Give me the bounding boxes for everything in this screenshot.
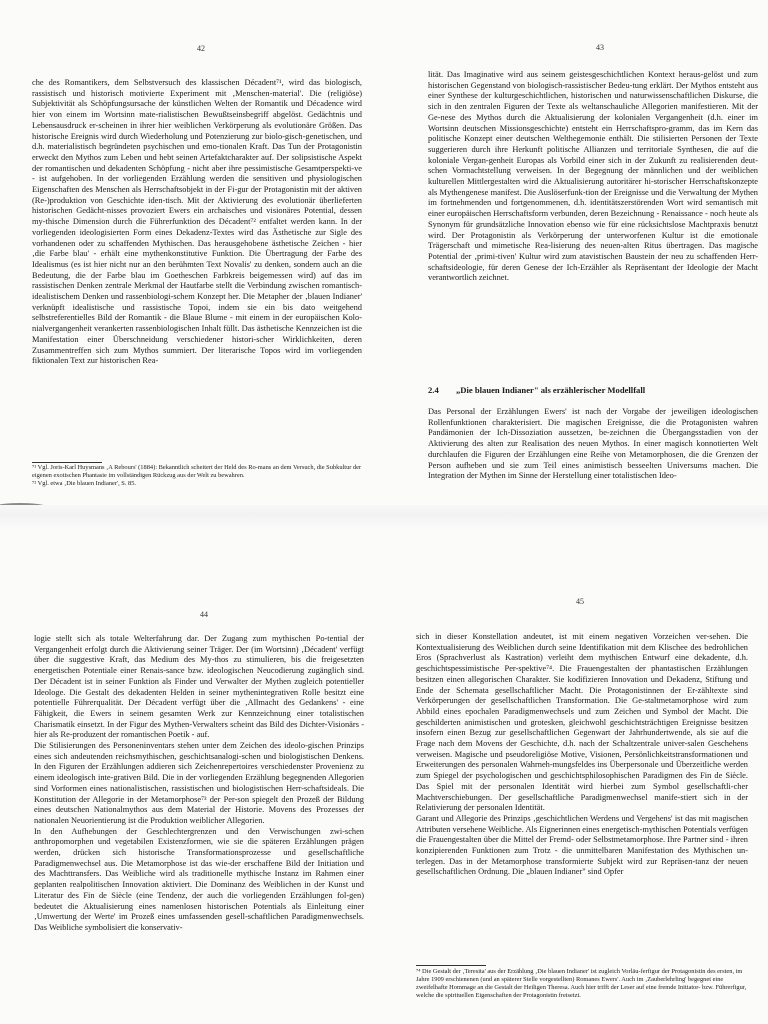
- paragraph: lität. Das Imaginative wird aus seinem geistesgeschichtlichen Kontext heraus-gelöst und zum historischen Gegenstand von biologisch-rassistischer Bedeu-tung erklärt. Der Mythos entsteht aus einer Synthese der kulturgeschichtlichen, historischen und naturwissenschaftlichen Diskurse, die sich in den zentralen Figuren der Texte als weltanschauliche Allegorien manifestieren. Mit der Ge-nese des Mythos durch die Aktualisierung der kolonialen Vergangenheit (d.h. einer im Wortsinn deutschen Missionsgeschichte) entsteht ein Herrschaftspro-gramm, das im Kern das politische Konzept einer deutschen Welthegemonie enthält. Die stilisierten Personen der Texte suggerieren durch ihre Herkunft politische Allianzen und territoriale Synthesen, die auf die koloniale Vergan-genheit Europas als Vorbild einer sich in der Zukunft zu realisierenden deut-schen Vormachtstellung verweisen. In der Begegnung der männlichen und der weiblichen kulturellen Mittlergestalten wird die Aktualisierung autoritärer hi-storischer Herrschaftskonzepte als Mythengenese manifest. Die Auslöserfunk-tion der Ereignisse und die Verwaltung der Mythen im fortnehmenden und fortgenommenen, d.h. identitätszerstörenden Wort wird semantisch mit einer europäischen Herrschaftsform verbunden, deren Bezeichnung - Renaissance - noch heute als Synonym für grundsätzliche Innovation ebenso wie für eine rücksichtslose Machtpraxis benutzt wird. Der Protagonistin als Verkörperung der unterworfenen Kultur ist die emotionale Trägerschaft und mimetische Rea-lisierung des neuen-alten Ritus übertragen. Das magische Potential der ‚primi-tiven' Kultur wird zum atavistischen Baustein der neu zu schaffenden Herr-schaftsideologie, für deren Genese der Ich-Erzähler als Repräsentant der Ideologie der Macht verantwortlich zeichnet.: [428, 70, 758, 283]
- book-page-45: [384, 530, 768, 1024]
- page-44-body: [34, 634, 364, 934]
- footnote-71: ⁷¹ Vgl. Joris-Karl Huysmans ‚A Rebours' (1884): Bekanntlich scheitert der Held des Ro-mans an dem Versuch, die Subkultur der eigenen exotischen Phantasie im vollständigen Rückzug aus der Welt zu bewahren.: [32, 464, 362, 479]
- footnote-72: ⁷² Vgl. etwa ‚Die blauen Indianer', S. 85.: [32, 479, 137, 487]
- paragraph: che des Romantikers, dem Selbstversuch des klassischen Décadent⁷¹, wird das biologisch, rassistisch und historisch motivierte Experiment mit ‚Menschen-material'. Die (religiöse) Subjektivität als Schöpfungsursache der künstlichen Welten der Romantik und Décadence wird hier von einem im Wortsinn mate-rialistischen Bewußtseinsbegriff abgelöst. Gedächtnis und Lebensausdruck er-scheinen in ihrer hier weiblichen Verkörperung als evolutionäre Größen. Das historische Ereignis wird durch Wiederholung und Potenzierung zur biolo-gisch-genetischen, und d.h. materialistisch begründeten psychischen und emo-tionalen Kraft. Das Tun der Protagonistin erweckt den Mythos zum Leben und hebt seinen Artefaktcharakter auf. Der solipsistische Aspekt der romantischen und dekadenten Schöpfung - nicht aber ihre pessimistische Gesamtperspekti-ve - ist aufgehoben. In der vorliegenden Erzählung werden die sensitiven und physiologischen Eigenschaften des Menschen als Herrschaftsobjekt in der Fi-gur der Protagonistin mit der aktiven (Re-)produktion von Geschichte iden-tisch. Mit der Aktivierung des evolutionär überlieferten historischen Gedächt-nisses provoziert Ewers ein archaisches und visionäres Potential, dessen my-thische Dimension durch die Führerfunktion des Décadent⁷² entfaltet werden kann. In der vorliegenden ideologisierten Form eines Dekadenz-Textes wird das Ästhetische zur Sigle des vorhandenen oder zu schaffenden Mythischen. Das herausgehobene ästhetische Zeichen - hier ‚die Farbe blau' - erhält eine mythenkonstitutive Funktion. Die Übertragung der Farbe des Idealismus (es ist hier nicht nur an den berühmten Text Novalis' zu denken, sondern auch an die Bedeutung, die der Farbe blau im Goetheschen Farbkreis beigemessen wird) auf das im rassistischen Denken zentrale Merkmal der Hautfarbe stellt die Verbindung zwischen romantisch-idealistischem Denken und rassenbiologi-schem Konzept her. Die Metapher der ‚blauen Indianer' verknüpft idealistische und rassistische Topoi, indem sie ein bis dato weitgehend selbstreferentielles Bild der Romantik - die Blaue Blume - mit einem in der europäischen Kolo-nialvergangenheit verankerten rassenbiologischen Inhalt füllt. Das ästhetische Kennzeichen ist die Manifestation einer Überschneidung verschiedener histori-scher Wirklichkeiten, deren Zusammentreffen sich zum Mythos summiert. Der literarische Topos wird im vorliegenden fiktionalen Text zur historischen Rea-: [32, 78, 362, 366]
- paragraph: sich in dieser Konstellation andeutet, ist mit einem negativen Vorzeichen ver-sehen. Die Kontextualisierung des Weiblichen durch seine Identifikation mit dem Klischee des bedrohlichen Eros (Sprachverlust als Kastration) verleiht dem mythischen Entwurf eine dekadente, d.h. geschichtspessimistische Per-spektive⁷⁴. Die Frauengestalten der phantastischen Erzählungen besitzen einen allegorischen Charakter. Sie kodifizieren Innovation und Dekadenz, Stiftung und Ende der Schemata gesellschaftlicher Macht. Die Protagonistinnen der Er-zähltexte sind Verkörperungen der gesellschaftlichen Transformation. Die Ge-staltmetamorphose wird zum Abbild eines epochalen Paradigmenwechsels und zum Zeichen und Symbol der Macht. Die geschilderten animistischen und grotesken, gleichwohl geschichtsträchtigen Ereignisse besitzen insofern einen Bezug zur gesellschaftlichen Gegenwart der Jahrhundertwende, als sie auf die Frage nach dem Movens der Geschichte, d.h. nach der Schaltzentrale univer-salen Geschehens verweisen. Magische und pseudoreligiöse Motive, Visionen, Persönlichkeitstransformationen und Erweiterungen des personalen Wahrneh-mungsfeldes ins Überpersonale und Überzeitliche werden zum Spiegel der psychologischen und geschichtsphilosophischen Paradigmen des Fin de Siècle. Das Spiel mit der personalen Identität wird hierbei zum Symbol gesellschaftli-cher Machtverschiebungen. Der gesellschaftliche Paradigmenwechsel manife-stiert sich in der Relativierung der personalen Identität.: [416, 632, 748, 813]
- footnote-74: ⁷⁴ Die Gestalt der ‚Teresita' aus der Erzählung ‚Die blauen Indianer' ist zugleich Vorläu-ferfigur der Protagonistin des ersten, im Jahre 1909 erschienenen (und an späterer Stelle vorgestellten) Romanes Ewers'. Auch im ‚Zauberlehrling' begegnet eine zweifelhafte Hommage an die Gestalt der Heiligen Theresa. Auch hier trifft der Leser auf eine fremde Initiator- bzw. Führerfigur, welche die spirituellen Eigenschaften der Protagonistin freisetzt.: [416, 968, 747, 999]
- paragraph: In den Aufhebungen der Geschlechtergrenzen und den Verwischungen zwi-schen anthropomorphen und vegetabilen Existenzformen, wie sie die späteren Erzählungen prägen werden, drücken sich historische Transformationsprozesse und gesellschaftliche Paradigmenwechsel aus. Die Metamorphose ist das wie-der erschaffene Bild der Initiation und des Machttransfers. Das Weibliche wird als traditionelle mythische Instanz im Rahmen einer geplanten realpolitischen Innovation aktiviert. Die Dominanz des Weiblichen in der Kunst und Literatur des Fin de Siècle (eine Tendenz, der auch die vorliegenden Erzählungen fol-gen) bedeutet die Aktualisierung eines namenlosen historischen Potentials als Einleitung einer ‚Umwertung der Werte' im Prozeß eines umfassenden gesell-schaftlichen Paradigmenwechsels. Das Weibliche symbolisiert die konservativ-: [34, 826, 364, 932]
- paragraph: Garant und Allegorie des Prinzips ‚geschichtlichen Werdens und Vergehens' ist das mit magischen Attributen versehene Weibliche. Als Eignerinnen eines energetisch-mythischen Potentials verfügen die Frauengestalten über die Mittel der Fremd- oder Selbstmetamorphose. Ihre Partner sind - ihren konzipierenden Funktionen zum Trotz - die unmittelbaren Manifestation des Mythischen un-terlegen. Das in der Metamorphose transformierte Subjekt wird zur Repräsen-tanz der neuen gesellschaftlichen Ordnung. Die „blauen Indianer" sind Opfer: [416, 813, 748, 877]
- section-number: 2.4: [428, 385, 439, 395]
- paragraph: logie stellt sich als totale Welterfahrung dar. Der Zugang zum mythischen Po-tential der Vergangenheit erfolgt durch die Aktivierung seiner Träger. Der (im Wortsinn) ‚Décadent' verfügt über die suggestive Kraft, das Medium des My-thos zu stimulieren, bis die freigesetzten energetischen Potentiale einer Renais-sance bzw. ideologischen Neucodierung zugänglich sind. Der Décadent ist in seiner Funktion als Finder und Verwalter der Mythen zugleich potentieller Ideologe. Die Gestalt des dekadenten Helden in seiner mythenintegrativen Rolle besitzt eine potentielle Führerqualität. Der Décadent verfügt über die ‚Allmacht des Gedankens' - eine Fähigkeit, die Ewers in seinem gesamten Werk zur Kennzeichnung einer totalistischen Charismatik einsetzt. In der Figur des Mythen-Verwalters scheint das Bild des Dichter-Visionärs - hier als Re-produzent der romantischen Poetik - auf.: [34, 634, 364, 740]
- page-number: 45: [576, 597, 584, 606]
- section-heading: [428, 385, 758, 395]
- page-43-body-after-heading: [428, 407, 758, 482]
- page-number: 43: [596, 43, 604, 52]
- book-page-42: [0, 0, 384, 505]
- book-page-43: [384, 0, 768, 505]
- page-number: 44: [200, 610, 208, 619]
- footnotes: [32, 464, 362, 488]
- page-42-body: [32, 78, 362, 367]
- paragraph: Das Personal der Erzählungen Ewers' ist nach der Vorgabe der jeweiligen ideologischen Rollenfunktionen charakterisiert. Die magischen Ereignisse, die die Protagonisten wahren Pandämonien der Ich-Dissoziation aussetzen, be-zeichnen die Übergangsstadien von der Aktivierung des alten zur Realisation des neuen Mythos. In einer magisch konnotierten Welt durchlaufen die Figuren der Erzählungen eine Reihe von Metamorphosen, die die Grenzen der Person aufheben und sie zum Teil eines animistisch besseelten Universums machen. Die Integration der Mythen im Sinne der Herstellung einer totalistischen Ideo-: [428, 407, 758, 481]
- book-page-44: [0, 530, 384, 1024]
- page-45-body: [416, 632, 748, 878]
- scan-shadow-graphic: [0, 488, 60, 505]
- footnote-rule: [416, 965, 486, 966]
- footnote-rule: [32, 462, 102, 463]
- page-number: 42: [197, 44, 205, 53]
- paragraph: Die Stilisierungen des Personeninventars stehen unter dem Zeichen des ideolo-gischen Prinzips eines sich andeutenden reichsmythischen, geschichtsanalogi-schen und biologistischen Denkens. In den Figuren der Erzählungen addieren sich Zeichenrepertoires verschiedenster Provenienz zu einem ideologisch inte-grativen Bild. Die in der vorliegenden Erzählung begegnenden Allegorien sind Vorformen eines nationalistischen, rassistischen und biologistischen Herr-schaftsideals. Die Konstitution der Allegorie in der Metamorphose⁷³ der Per-son spiegelt den Prozeß der Bildung eines deutschen Nationalmythos aus dem Material der Historie. Movens des Prozesses der nationalen Neuorientierung ist die Produktion weiblicher Allegorien.: [34, 741, 364, 825]
- section-title: „Die blauen Indianer" als erzählerischer Modellfall: [456, 385, 646, 395]
- page-43-body: [428, 70, 758, 284]
- footnotes: [416, 968, 748, 1000]
